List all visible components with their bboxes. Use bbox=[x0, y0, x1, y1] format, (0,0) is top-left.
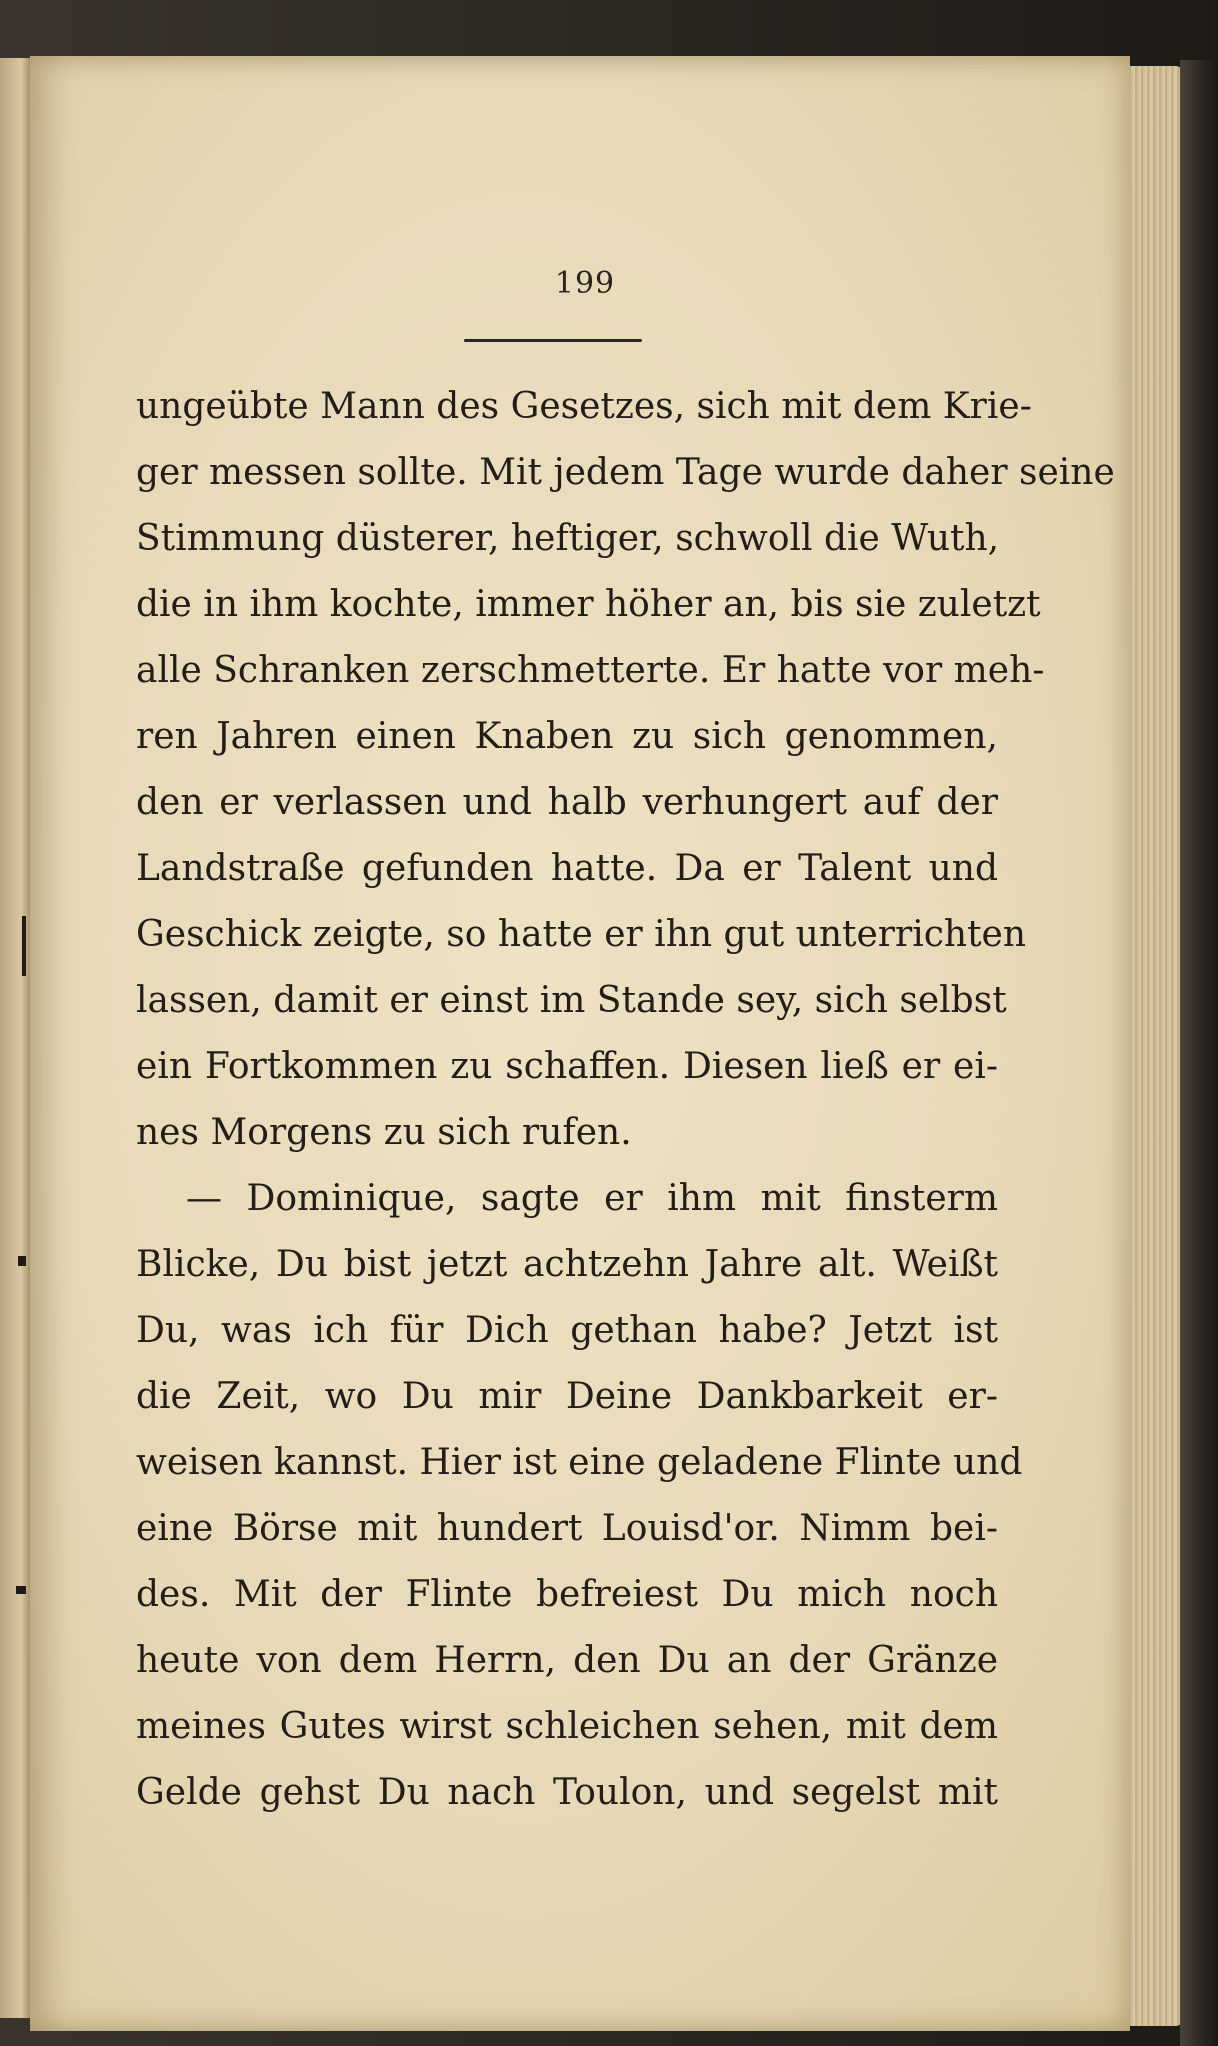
text-line: heute von dem Herrn, den Du an der Gränze bbox=[136, 1640, 998, 1681]
page-text bbox=[136, 374, 1115, 1826]
text-line: — Dominique, sagte er ihm mit finsterm bbox=[186, 1178, 998, 1219]
text-line: ren Jahren einen Knaben zu sich genommen, bbox=[136, 716, 998, 757]
text-line: eine Börse mit hundert Louisd'or. Nimm bei- bbox=[136, 1508, 998, 1549]
margin-mark bbox=[18, 1256, 26, 1266]
margin-mark bbox=[16, 1586, 26, 1594]
book-cover-edge bbox=[1180, 60, 1218, 2046]
text-line: ger messen sollte. Mit jedem Tage wurde daher seine bbox=[136, 452, 1115, 493]
text-line: Blicke, Du bist jetzt achtzehn Jahre alt. Weißt bbox=[136, 1244, 998, 1285]
text-line: weisen kannst. Hier ist eine geladene Flinte und bbox=[136, 1442, 1023, 1483]
text-line: meines Gutes wirst schleichen sehen, mit dem bbox=[136, 1706, 998, 1747]
margin-mark bbox=[22, 916, 26, 976]
text-line: Geschick zeigte, so hatte er ihn gut unterrichten bbox=[136, 914, 1027, 955]
header-rule bbox=[464, 339, 642, 342]
text-line: des. Mit der Flinte befreiest Du mich noch bbox=[136, 1574, 998, 1615]
text-line: die in ihm kochte, immer höher an, bis sie zuletzt bbox=[136, 584, 1041, 625]
text-line: die Zeit, wo Du mir Deine Dankbarkeit er- bbox=[136, 1376, 998, 1417]
text-line: nes Morgens zu sich rufen. bbox=[136, 1112, 632, 1153]
text-line: Gelde gehst Du nach Toulon, und segelst mit bbox=[136, 1772, 998, 1813]
book-page bbox=[30, 56, 1130, 2031]
text-line: ein Fortkommen zu schaffen. Diesen ließ er ei- bbox=[136, 1046, 998, 1087]
text-line: Stimmung düsterer, heftiger, schwoll die Wuth, bbox=[136, 518, 1000, 559]
text-line: lassen, damit er einst im Stande sey, sich selbst bbox=[136, 980, 1007, 1021]
text-line: alle Schranken zerschmetterte. Er hatte vor meh- bbox=[136, 650, 1045, 691]
facing-page-edge bbox=[0, 58, 30, 2018]
text-line: Du, was ich für Dich gethan habe? Jetzt ist bbox=[136, 1310, 998, 1351]
page-number: 199 bbox=[554, 266, 616, 301]
text-line: den er verlassen und halb verhungert auf der bbox=[136, 782, 998, 823]
text-line: Landstraße gefunden hatte. Da er Talent und bbox=[136, 848, 998, 889]
text-line: ungeübte Mann des Gesetzes, sich mit dem Krie- bbox=[136, 386, 1032, 427]
